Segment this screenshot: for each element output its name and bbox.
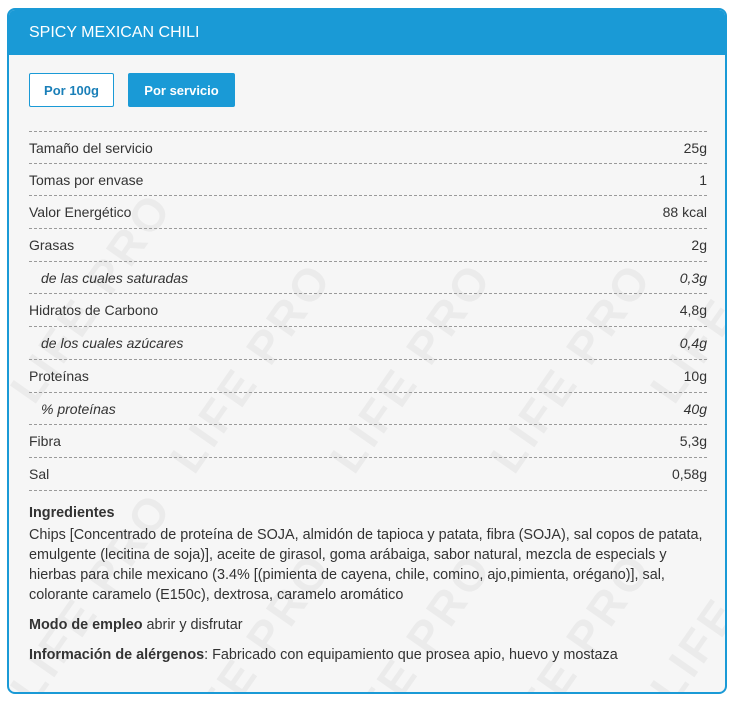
- nutrition-row-value: 5,3g: [679, 433, 707, 450]
- nutrition-row-value: 0,58g: [671, 465, 707, 482]
- nutrition-row-label: Valor Energético: [29, 204, 132, 221]
- ingredients-section: [29, 503, 707, 665]
- nutrition-row-label: Hidratos de Carbono: [29, 302, 159, 319]
- nutrition-row-label: Grasas: [29, 237, 75, 254]
- nutrition-row-label: de los cuales azúcares: [41, 335, 184, 352]
- serving-toggle: [9, 55, 725, 131]
- allergens-label: Información de alérgenos: [29, 646, 205, 663]
- nutrition-row-value: 2g: [691, 237, 707, 254]
- ingredients-text: Chips [Concentrado de proteína de SOJA, almidón de tapioca y patata, fibra (SOJA), sal copos de patata, emulgente (lecitina de soja)], aceite de girasol, goma arábaiga, sabor natural, mezcla de especials y hierbas para chile mexicano (3.4% [(pimienta de cayena, chile, comino, ajo,pimienta, orégano)], sal, colorante caramelo (E150c), dextrosa, caramelo aromático: [29, 526, 703, 603]
- nutrition-row: [29, 458, 707, 491]
- nutrition-row-value: 10g: [683, 367, 707, 384]
- nutrition-row-label: de las cuales saturadas: [41, 269, 189, 286]
- nutrition-row: [29, 393, 707, 426]
- usage-line: [29, 615, 707, 635]
- nutrition-table: [29, 131, 707, 491]
- nutrition-row-value: 0,4g: [679, 335, 707, 352]
- nutrition-row: [29, 327, 707, 360]
- nutrition-row-value: 0,3g: [679, 269, 707, 286]
- nutrition-row: [29, 425, 707, 458]
- nutrition-row-value: 25g: [683, 140, 707, 156]
- per-serving-button[interactable]: Por servicio: [128, 73, 235, 107]
- nutrition-row: [29, 229, 707, 262]
- nutrition-row: [29, 196, 707, 229]
- nutrition-row-label: Proteínas: [29, 367, 89, 384]
- nutrition-row: [29, 360, 707, 393]
- nutrition-row-value: 88 kcal: [662, 204, 707, 221]
- product-title: [9, 10, 725, 55]
- ingredients-title: Ingredientes: [29, 504, 115, 521]
- nutrition-row-label: Tamaño del servicio: [29, 140, 153, 156]
- nutrition-row-value: 1: [699, 171, 707, 188]
- nutrition-row-label: Sal: [29, 465, 50, 482]
- nutrition-row-value: 4,8g: [679, 302, 707, 319]
- nutrition-row: [29, 164, 707, 197]
- nutrition-row-value: 40g: [683, 400, 707, 417]
- nutrition-row: [29, 262, 707, 295]
- usage-label: Modo de empleo: [29, 616, 143, 633]
- allergens-line: [29, 645, 707, 665]
- per-100g-button[interactable]: Por 100g: [29, 73, 114, 107]
- product-title-text: SPICY MEXICAN CHILI: [29, 24, 200, 41]
- nutrition-row: [29, 131, 707, 164]
- usage-text: abrir y disfrutar: [142, 616, 243, 633]
- nutrition-row-label: Fibra: [29, 433, 61, 450]
- nutrition-row: [29, 294, 707, 327]
- nutrition-row-label: % proteínas: [41, 400, 116, 417]
- nutrition-card: [7, 8, 727, 694]
- allergens-text: : Fabricado con equipamiento que prosea apio, huevo y mostaza: [204, 646, 618, 663]
- nutrition-row-label: Tomas por envase: [29, 171, 144, 188]
